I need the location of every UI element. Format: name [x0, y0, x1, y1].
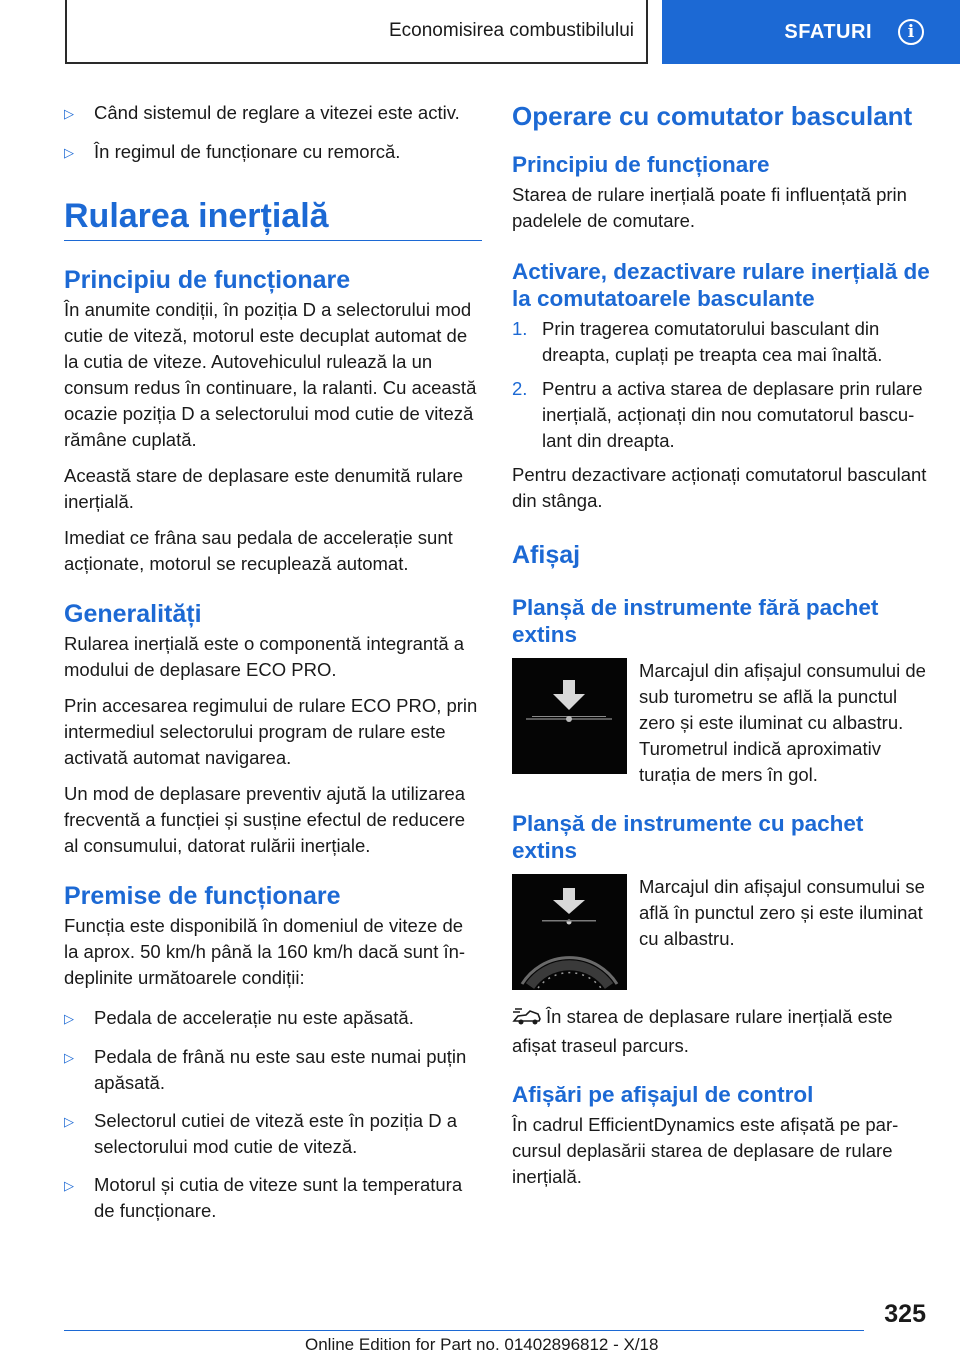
- chapter-title: Rularea inerțială: [64, 197, 329, 235]
- paragraph: Funcția este disponibilă în domeniul de viteze de la aprox. 50 km/h până la 160 km/h dacă sunt îndeplinite următoarele condiții:: [64, 915, 466, 988]
- paragraph: Prin accesarea regimului de rulare ECO PRO, prin intermediul selectorului program de rulare este activată automat navigarea.: [64, 695, 478, 768]
- list-item: ▷ Selectorul cutiei de viteză este în poziția D a selectorului mod cutie de viteză.: [64, 1110, 457, 1157]
- subsection-heading: Planșă de instrumente cu pachet extins: [512, 811, 864, 863]
- footer-divider: [64, 1330, 864, 1331]
- header-section-box: [65, 0, 648, 64]
- section-heading: Afișaj: [512, 541, 581, 569]
- section-heading: Premise de funcționare: [64, 882, 341, 910]
- triangle-bullet-icon: ▷: [64, 1011, 74, 1026]
- triangle-bullet-icon: ▷: [64, 106, 74, 121]
- right-column: [512, 101, 930, 1200]
- list-item: 2. Pentru a activa starea de deplasare prin rulare inerțială, acționați din nou comutatorul basculant din dreapta.: [512, 378, 923, 451]
- list-item: ▷ Când sistemul de reglare a vitezei este activ.: [64, 100, 482, 127]
- paragraph: Pentru dezactivare acționați comutatorul basculant din stânga.: [512, 464, 927, 511]
- triangle-bullet-icon: ▷: [64, 1114, 74, 1129]
- subsection-heading: Afișări pe afișajul de control: [512, 1082, 814, 1107]
- figure-caption: Marcajul din afișajul consumului de sub turometru se află la punctul zero și este iluminat cu albastru. Turometrul indică aproximativ turația de mers în gol.: [639, 660, 926, 785]
- figure-row: [512, 874, 930, 990]
- paragraph: Imediat ce frâna sau pedala de accelerație sunt acționate, motorul se recuplează automat.: [64, 527, 453, 574]
- figure-row: [512, 658, 930, 788]
- chapter-heading-block: [64, 196, 482, 241]
- list-item: 1. Prin tragerea comutatorului basculant din dreapta, cuplați pe treapta cea mai înaltă.: [512, 318, 883, 365]
- coasting-car-icon: [512, 1007, 546, 1033]
- paragraph: Rularea inerțială este o componentă integrantă a modului de deplasare ECO PRO.: [64, 633, 465, 680]
- footer-edition: Online Edition for Part no. 01402896812 - X/18: [305, 1335, 659, 1354]
- subsection-heading: Principiu de funcționare: [512, 152, 770, 177]
- section-title: Economisirea combustibilului: [389, 20, 634, 41]
- list-item: ▷ Pedala de accelerație nu este apăsată.: [64, 1005, 482, 1032]
- figure-caption: Marcajul din afișajul consumului se află în punctul zero și este iluminat cu albastru.: [639, 876, 925, 949]
- section-heading: Principiu de funcționare: [64, 266, 351, 294]
- down-arrow-icon: [512, 658, 627, 774]
- section-heading: Generalități: [64, 600, 202, 628]
- triangle-bullet-icon: ▷: [64, 1050, 74, 1065]
- paragraph: În cadrul EfficientDynamics este afișată pe parcursul deplasării starea de deplasare de rulare inerțială.: [512, 1114, 899, 1187]
- instrument-cluster-gauge-image: [512, 874, 627, 990]
- list-item: ▷ În regimul de funcționare cu remorcă.: [64, 139, 482, 166]
- paragraph: Această stare de deplasare este denumită rulare inerțială.: [64, 465, 464, 512]
- section-heading: Operare cu comutator basculant: [512, 101, 913, 131]
- tab-label: SFATURI: [784, 20, 872, 43]
- paragraph: În starea de deplasare rulare inerțială este afișat traseul parcurs.: [512, 1006, 893, 1056]
- subsection-heading: Activare, dezactivare rulare inerțială de la comutatoarele basculante: [512, 259, 930, 311]
- instrument-cluster-image: [512, 658, 627, 774]
- page-number: 325: [884, 1300, 926, 1328]
- info-icon: i: [898, 19, 924, 45]
- triangle-bullet-icon: ▷: [64, 145, 74, 160]
- subsection-heading: Planșă de instrumente fără pachet extins: [512, 595, 879, 647]
- paragraph: Starea de rulare inerțială poate fi influențată prin padelele de comutare.: [512, 184, 907, 231]
- left-column: [64, 100, 482, 1236]
- header-tab[interactable]: [662, 0, 960, 64]
- paragraph: În anumite condiții, în poziția D a selectorului mod cutie de viteză, motorul este decuplat automat de la cutia de viteze. Autovehiculul rulează la un consum redus în continuare, la ralanti. Cu această ocazie poziția D a selectorului mod cutie de viteză rămâne cuplată.: [64, 299, 477, 450]
- gauge-down-arrow-icon: [512, 874, 627, 990]
- triangle-bullet-icon: ▷: [64, 1178, 74, 1193]
- list-item: ▷ Pedala de frână nu este sau este numai puțin apăsată.: [64, 1046, 467, 1093]
- paragraph: Un mod de deplasare preventiv ajută la utilizarea frecventă a funcției și susține efectul de reducere al consumului, datorat rulării inerțiale.: [64, 783, 466, 856]
- list-item: ▷ Motorul și cutia de viteze sunt la temperatura de funcționare.: [64, 1174, 463, 1221]
